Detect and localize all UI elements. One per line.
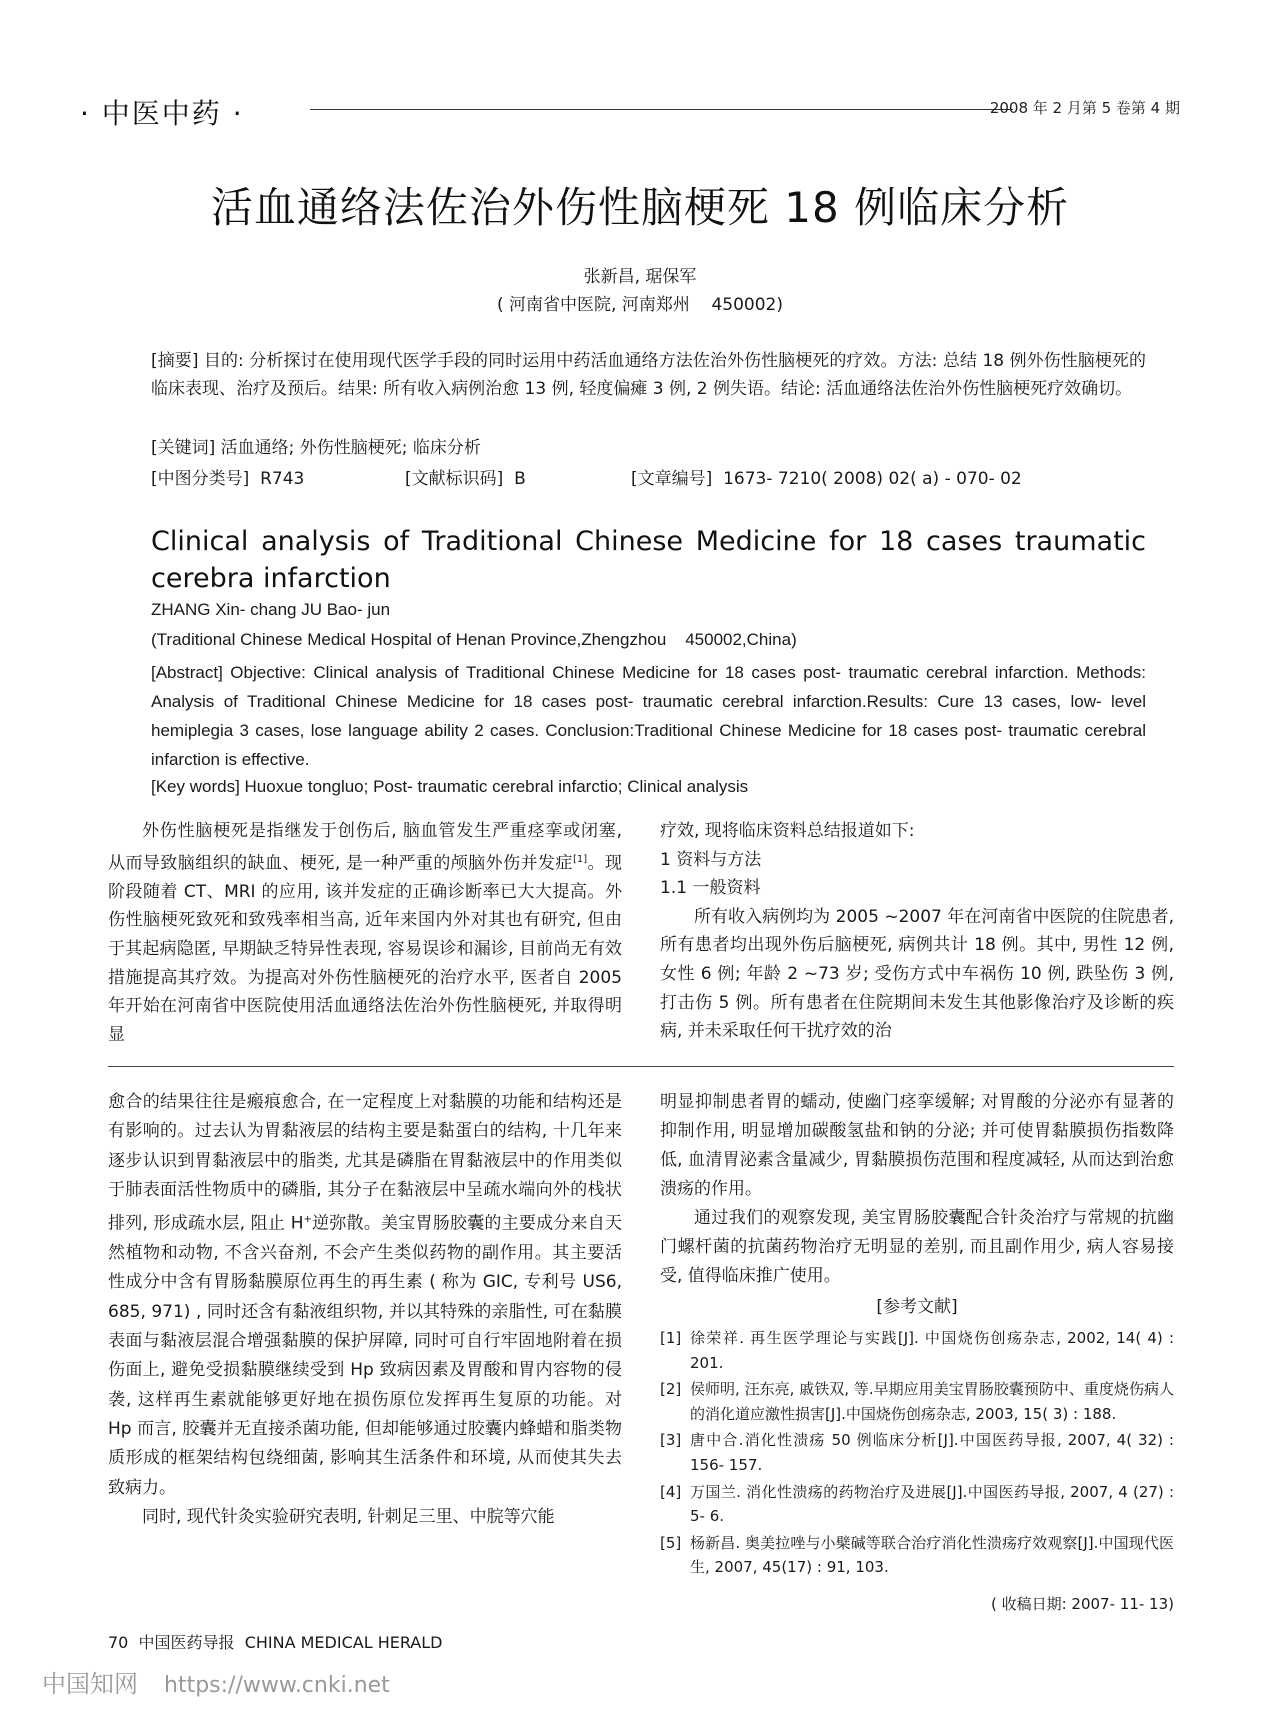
journal-header [80, 92, 1180, 132]
keywords-cn: [关键词] 活血通络; 外伤性脑梗死; 临床分析 [151, 438, 481, 458]
superscript-plus: + [303, 1214, 312, 1226]
subsection-heading: 1.1 一般资料 [660, 878, 761, 899]
english-authors: ZHANG Xin- chang JU Bao- jun [151, 600, 391, 619]
intro-text-b: 。现阶段随着 CT、MRI 的应用, 该并发症的正确诊断率已大大提高。外伤性脑梗死致死和致残率相当高, 近年来国内外对其也有研究, 但由于其起病隐匿, 早期缺乏特异性表现, 容易误诊和漏诊, 目前尚无有效措施提高其疗效。为提高对外伤性脑梗死的治疗水平, 医者自 2005 年开始在河南省中医院使用活血通络法佐治外伤性脑梗死, 并取得明显 [108, 853, 623, 1045]
abstract-cn: [摘要] 目的: 分析探讨在使用现代医学手段的同时运用中药活血通络方法佐治外伤性脑梗死的疗效。方法: 总结 18 例外伤性脑梗死的临床表现、治疗及预后。结果: 所有收入病例治愈 13 例, 轻度偏瘫 3 例, 2 例失语。结论: 活血通络法佐治外伤性脑梗死疗效确切。 [151, 351, 1146, 399]
english-keywords: [Key words] Huoxue tongluo; Post- traumatic cerebral infarctio; Clinical analysis [151, 777, 749, 796]
upper-right-column [660, 817, 1174, 1046]
reference-number: [3] [660, 1431, 682, 1450]
reference-number: [2] [660, 1380, 682, 1399]
intro-paragraph [108, 817, 622, 1049]
body-paragraph: 明显抑制患者胃的蠕动, 使幽门痉挛缓解; 对胃酸的分泌亦有显著的抑制作用, 明显增加碳酸氢盐和钠的分泌; 并可使胃黏膜损伤指数降低, 血清胃泌素含量减少, 胃黏膜损伤范围和程度减轻, 从而达到治愈溃疡的作用。 [660, 1092, 1174, 1199]
references-heading: [参考文献] [876, 1297, 958, 1317]
intro-text-a: 外伤性脑梗死是指继发于创伤后, 脑血管发生严重痉挛或闭塞, 从而导致脑组织的缺血、梗死, 是一种严重的颅脑外伤并发症 [108, 821, 622, 874]
document-code: [文献标识码] B [405, 469, 526, 489]
article-number: [文章编号] 1673- 7210( 2008) 02( a) - 070- 02 [631, 469, 1022, 489]
classification-row [151, 464, 1146, 492]
received-date: ( 收稿日期: 2007- 11- 13) [990, 1594, 1174, 1613]
authors: 张新昌, 琚保军 [583, 267, 697, 287]
page-footer: 70 中国医药导报 CHINA MEDICAL HERALD [108, 1633, 443, 1652]
header-rule [310, 109, 1013, 110]
body-text-b: 逆弥散。美宝胃肠胶囊的主要成分来自天然植物和动物, 不含兴奋剂, 不会产生类似药物的副作用。其主要活性成分中含有胃肠黏膜原位再生的再生素 ( 称为 GIC, 专利号 US6, 685, 971) , 同时还含有黏液组织物, 并以其特殊的亲脂性, 可在黏膜表面与黏液层混合增强黏膜的保护屏障, 同时可自行牢固地附着在损伤面上, 避免受损黏膜继续受到 Hp 致病因素及胃酸和胃内容物的侵袭, 这样再生素就能够更好地在损伤原位发挥再生复原的功能。对 Hp 而言, 胶囊并无直接杀菌功能, 但却能够通过胶囊内蜂蜡和脂类物质形成的框架结构包绕细菌, 影响其生活条件和环境, 从而使其失去致病力。 [108, 1213, 622, 1498]
cnki-watermark [42, 1664, 390, 1699]
citation-ref: [1] [572, 853, 588, 865]
general-data-paragraph: 所有收入病例均为 2005 ~2007 年在河南省中医院的住院患者, 所有患者均出现外伤后脑梗死, 病例共计 18 例。其中, 男性 12 例, 女性 6 例; 年龄 2 ~73 岁; 受伤方式中车祸伤 10 例, 跌坠伤 3 例, 打击伤 5 例。所有患者在住院期间未发生其他影像治疗及诊断的疾病, 并未采取任何干扰疗效的治 [660, 906, 1174, 1042]
reference-text: 唐中合.消化性溃疡 50 例临床分析[J].中国医药导报, 2007, 4( 32) : 156- 157. [690, 1431, 1174, 1474]
clc-number: [中图分类号] R743 [151, 469, 305, 489]
section-label: · 中医中药 · [80, 97, 244, 130]
english-affiliation: (Traditional Chinese Medical Hospital of Henan Province,Zhengzhou 450002,China) [151, 630, 797, 649]
reference-number: [1] [660, 1329, 682, 1347]
body-text-a: 愈合的结果往往是瘢痕愈合, 在一定程度上对黏膜的功能和结构还是有影响的。过去认为胃黏液层的结构主要是黏蛋白的结构, 十几年来逐步认识到胃黏液层中的脂类, 尤其是磷脂在胃黏液层中的作用类似于肺表面活性物质中的磷脂, 其分子在黏液层中呈疏水端向外的栈状排列, 形成疏水层, 阻止 H [108, 1092, 622, 1234]
reference-item [660, 1428, 1174, 1477]
reference-item [660, 1377, 1174, 1426]
reference-text: 侯师明, 汪东亮, 戚铁双, 等.早期应用美宝胃肠胶囊预防中、重度烧伤病人的消化道应激性损害[J].中国烧伤创疡杂志, 2003, 15( 3) : 188. [690, 1380, 1174, 1423]
affiliation: ( 河南省中医院, 河南郑州 450002) [497, 295, 783, 315]
upper-left-column [108, 817, 622, 1049]
reference-item [660, 1326, 1174, 1375]
body-paragraph: 通过我们的观察发现, 美宝胃肠胶囊配合针灸治疗与常规的抗幽门螺杆菌的抗菌药物治疗无明显的差别, 而且副作用少, 病人容易接受, 值得临床推广使用。 [660, 1208, 1174, 1286]
reference-item [660, 1480, 1174, 1529]
continued-text: 疗效, 现将临床资料总结报道如下: [660, 821, 915, 841]
section-heading: 1 资料与方法 [660, 849, 762, 870]
reference-text: 杨新昌. 奥美拉唑与小檗碱等联合治疗消化性溃疡疗效观察[J].中国现代医生, 2007, 45(17) : 91, 103. [690, 1533, 1174, 1577]
reference-text: 万国兰. 消化性溃疡的药物治疗及进展[J].中国医药导报, 2007, 4 (27) : 5- 6. [690, 1482, 1174, 1526]
watermark-brand: 中国知网 [42, 1670, 138, 1698]
body-paragraph: 同时, 现代针灸实验研究表明, 针刺足三里、中脘等穴能 [142, 1506, 555, 1527]
body-paragraph [108, 1088, 622, 1503]
article-title: 活血通络法佐治外伤性脑梗死 18 例临床分析 [210, 183, 1070, 232]
reference-number: [5] [660, 1533, 682, 1552]
article-divider [108, 1066, 1174, 1067]
issue-info: 2008 年 2 月第 5 卷第 4 期 [989, 99, 1180, 117]
lower-left-column [108, 1088, 622, 1532]
reference-item [660, 1531, 1174, 1580]
lower-right-column [660, 1088, 1174, 1619]
english-title: Clinical analysis of Traditional Chinese Medicine for 18 cases traumatic cerebra infarction [151, 526, 1146, 594]
reference-number: [4] [660, 1482, 682, 1501]
watermark-url: https://www.cnki.net [164, 1673, 390, 1698]
reference-text: 徐荣祥. 再生医学理论与实践[J]. 中国烧伤创疡杂志, 2002, 14( 4) : 201. [690, 1329, 1174, 1372]
english-abstract: [Abstract] Objective: Clinical analysis of Traditional Chinese Medicine for 18 cases post- traumatic cerebral infarction. Methods: Analysis of Traditional Chinese Medicine for 18 cases post- traumatic cerebral infarction.Results: Cure 13 cases, low- level hemiplegia 3 cases, lose language ability 2 cases. Conclusion:Traditional Chinese Medicine for 18 cases post- traumatic cerebral infarction is effective. [151, 663, 1146, 769]
